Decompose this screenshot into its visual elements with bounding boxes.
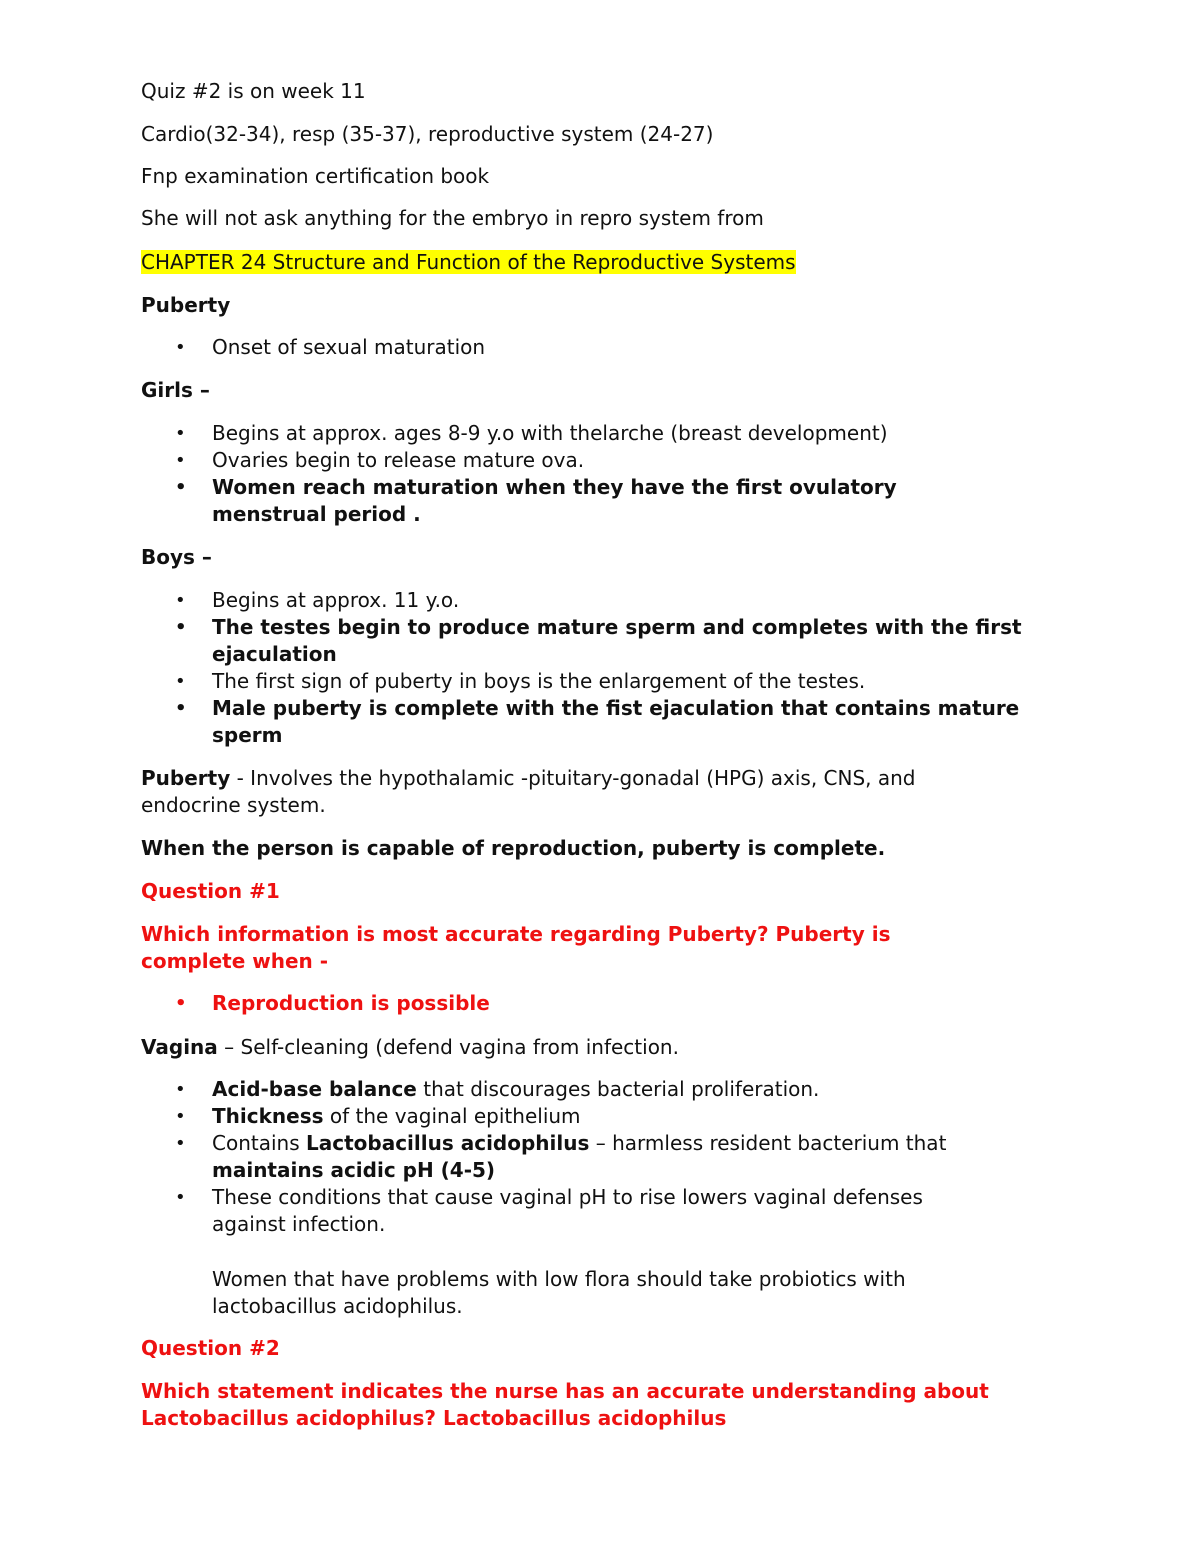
bullet-icon: •: [175, 1106, 186, 1127]
question2-label: Question #2: [141, 1336, 280, 1360]
bullet-icon: •: [175, 477, 187, 498]
boys-list: [141, 587, 1071, 749]
question2-text: Which statement indicates the nurse has an accurate understanding about Lactobacillus acidophilus? Lactobacillus acidophilus: [141, 1379, 989, 1430]
intro-line-book: Fnp examination certification book: [141, 164, 490, 188]
list-item: [141, 1130, 1071, 1184]
girls-heading: Girls –: [141, 378, 210, 402]
chapter-heading-text: CHAPTER 24 Structure and Function of the Reproductive Systems: [141, 250, 796, 274]
vagina-heading: [141, 1034, 679, 1061]
puberty-note-term: Puberty: [141, 766, 231, 790]
puberty-list: [141, 334, 1071, 361]
bullet-icon: •: [175, 1079, 186, 1100]
puberty-note: [141, 765, 991, 819]
list-item-bold: Acid-base balance: [212, 1077, 417, 1101]
bullet-icon: •: [175, 1187, 186, 1208]
list-item: [141, 587, 1071, 614]
question1-answer: Reproduction is possible: [212, 991, 490, 1015]
list-item: [141, 447, 1071, 474]
chapter-heading: [141, 249, 796, 276]
question1-text: Which information is most accurate regarding Puberty? Puberty is complete when -: [141, 922, 891, 973]
list-item-text: of the vaginal epithelium: [323, 1104, 581, 1128]
vagina-list: [141, 1076, 1071, 1238]
bullet-icon: •: [175, 590, 186, 611]
bullet-icon: •: [175, 450, 186, 471]
list-item-text: Contains: [212, 1131, 306, 1155]
list-item-text: Begins at approx. 11 y.o.: [212, 588, 460, 612]
list-item-text: The testes begin to produce mature sperm and completes with the first ejaculation: [212, 615, 1022, 666]
list-item-bold: maintains acidic pH (4-5): [212, 1158, 496, 1182]
puberty-heading: Puberty: [141, 293, 231, 317]
bullet-icon: •: [175, 1133, 186, 1154]
girls-list: [141, 420, 1071, 528]
vagina-note: Women that have problems with low flora should take probiotics with lactobacillus acidophilus.: [212, 1267, 906, 1318]
intro-line-chapters: Cardio(32-34), resp (35-37), reproductive system (24-27): [141, 122, 714, 146]
list-item-bold: Lactobacillus acidophilus: [305, 1131, 590, 1155]
list-item-text: Male puberty is complete with the fist ejaculation that contains mature sperm: [212, 696, 1020, 747]
list-item-text: These conditions that cause vaginal pH to rise lowers vaginal defenses against infection.: [212, 1185, 923, 1236]
list-item: [141, 668, 1071, 695]
intro-line-quiz: Quiz #2 is on week 11: [141, 79, 366, 103]
list-item-text: that discourages bacterial proliferation.: [416, 1077, 820, 1101]
bullet-icon: •: [175, 698, 187, 719]
bullet-icon: •: [175, 993, 187, 1014]
list-item-text: Onset of sexual maturation: [212, 335, 486, 359]
boys-heading: Boys –: [141, 545, 212, 569]
question1-label: Question #1: [141, 879, 280, 903]
complete-statement: When the person is capable of reproduction, puberty is complete.: [141, 836, 886, 860]
list-item: [141, 614, 1071, 668]
list-item: [141, 1103, 1071, 1130]
list-item: [141, 474, 1071, 528]
list-item-text: Begins at approx. ages 8-9 y.o with thelarche (breast development): [212, 421, 888, 445]
puberty-note-text: - Involves the hypothalamic -pituitary-gonadal (HPG) axis, CNS, and endocrine system.: [141, 766, 916, 817]
list-item: [141, 695, 1071, 749]
vagina-term: Vagina: [141, 1035, 218, 1059]
list-item-bold: Thickness: [212, 1104, 324, 1128]
intro-line-embryo: She will not ask anything for the embryo in repro system from: [141, 206, 764, 230]
list-item: [141, 1184, 1071, 1238]
list-item-text: The first sign of puberty in boys is the enlargement of the testes.: [212, 669, 866, 693]
list-item: [141, 1076, 1071, 1103]
list-item: [141, 990, 1071, 1017]
list-item: [141, 334, 1071, 361]
list-item-text: Women reach maturation when they have the first ovulatory menstrual period .: [212, 475, 897, 526]
list-item-text: – harmless resident bacterium that: [589, 1131, 947, 1155]
bullet-icon: •: [175, 423, 186, 444]
list-item: [141, 420, 1071, 447]
bullet-icon: •: [175, 337, 186, 358]
bullet-icon: •: [175, 617, 187, 638]
bullet-icon: •: [175, 671, 186, 692]
list-item-text: Ovaries begin to release mature ova.: [212, 448, 585, 472]
vagina-text: – Self-cleaning (defend vagina from infection.: [217, 1035, 679, 1059]
question1-answer-list: [141, 990, 1071, 1017]
